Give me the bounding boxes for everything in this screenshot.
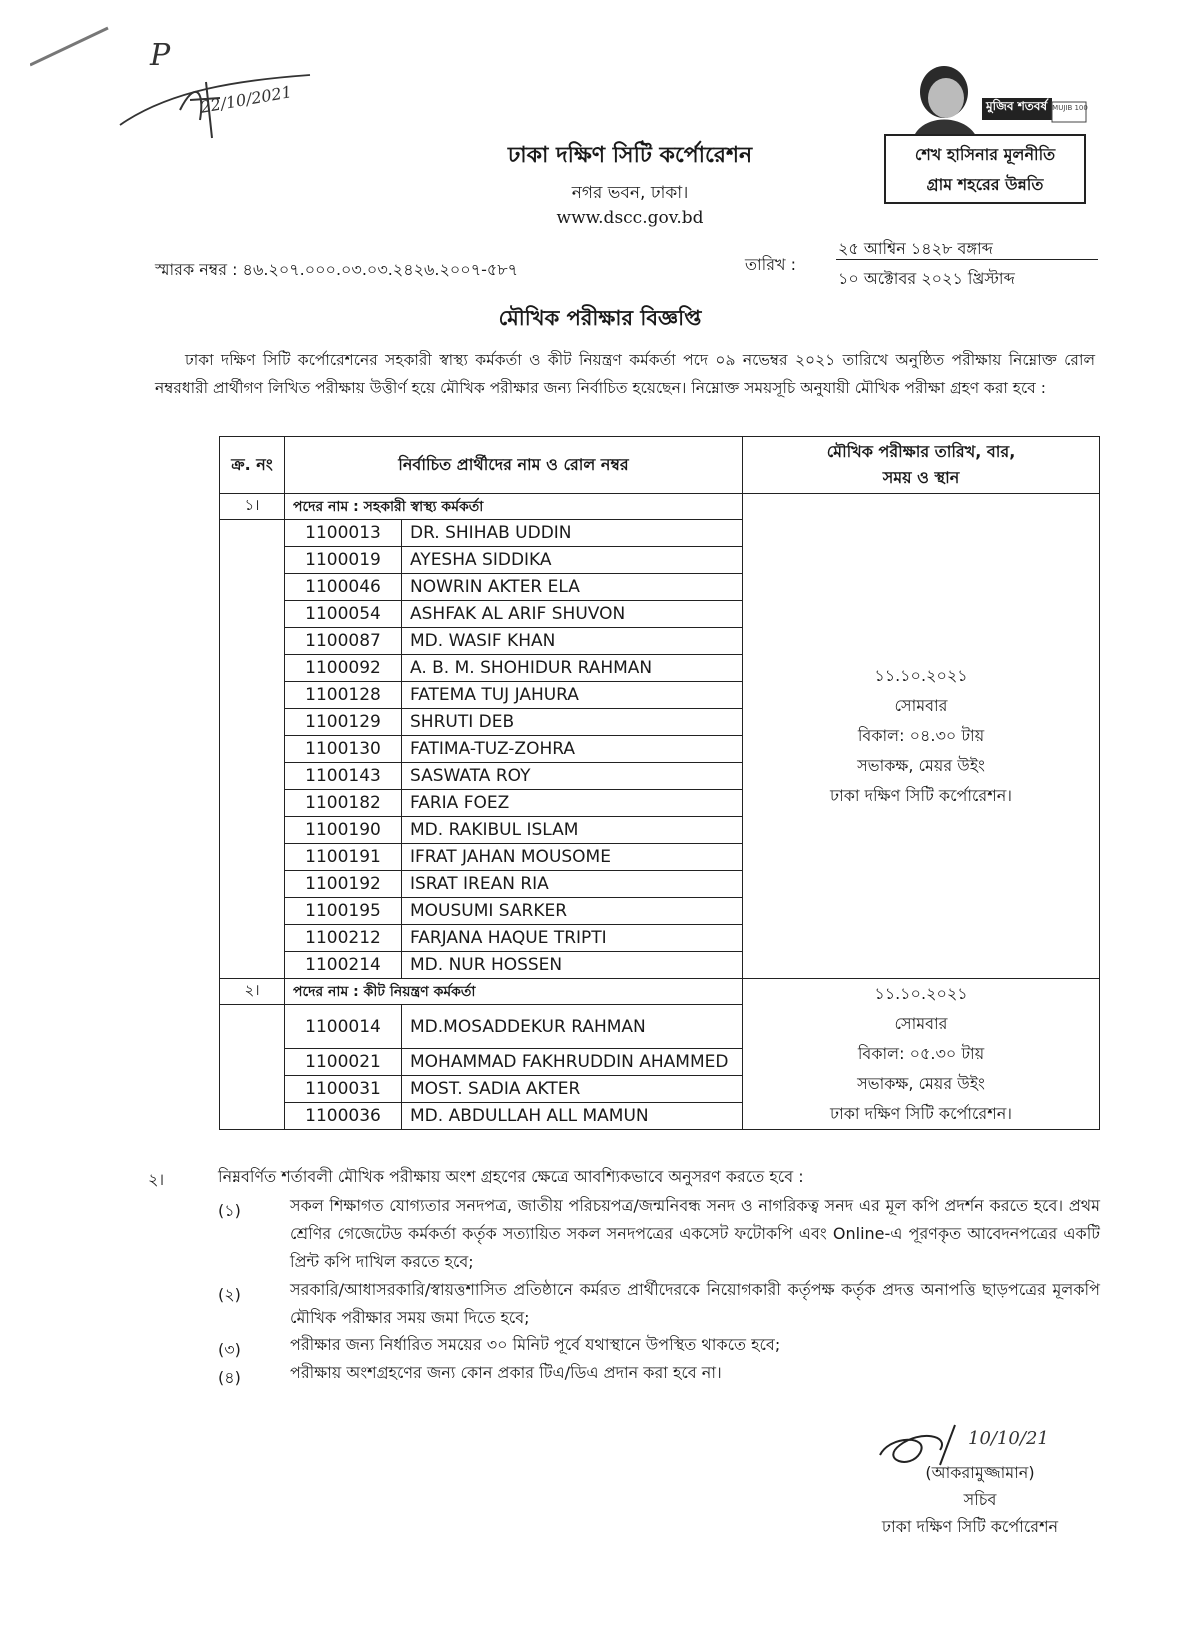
roll-number-cell: 1100128 xyxy=(285,682,402,709)
candidate-name-cell: MD.MOSADDEKUR RAHMAN xyxy=(402,1005,743,1049)
roll-number-cell: 1100195 xyxy=(285,898,402,925)
schedule-line: ১১.১০.২০২১ xyxy=(874,984,968,1003)
schedule-line: বিকাল: ০৪.৩০ টায় xyxy=(857,726,985,745)
roll-number-cell: 1100130 xyxy=(285,736,402,763)
serial-blank-cell xyxy=(220,520,285,979)
roll-number-cell: 1100019 xyxy=(285,547,402,574)
condition-text: পরীক্ষার জন্য নির্ধারিত সময়ের ৩০ মিনিট পূর্বে যথাস্থানে উপস্থিত থাকতে হবে; xyxy=(290,1335,781,1354)
candidate-name-cell: FATIMA-TUZ-ZOHRA xyxy=(402,736,743,763)
slogan-box xyxy=(884,134,1086,204)
candidate-name-cell: FATEMA TUJ JAHURA xyxy=(402,682,743,709)
roll-number-cell: 1100182 xyxy=(285,790,402,817)
header-schedule xyxy=(743,437,1100,494)
handwritten-initial: P xyxy=(150,38,171,73)
serial-blank-cell xyxy=(220,1005,285,1130)
serial-cell: ২। xyxy=(220,979,285,1005)
slogan-line-2: গ্রাম শহরের উন্নতি xyxy=(926,175,1044,194)
candidates-table xyxy=(219,436,1100,1130)
candidate-name-cell: IFRAT JAHAN MOUSOME xyxy=(402,844,743,871)
roll-number-cell: 1100054 xyxy=(285,601,402,628)
signatory-organization: ঢাকা দক্ষিণ সিটি কর্পোরেশন xyxy=(881,1517,1059,1536)
candidate-name-cell: FARIA FOEZ xyxy=(402,790,743,817)
logo-text: মুজিব শতবর্ষ xyxy=(986,99,1048,113)
condition-text: সরকারি/আধাসরকারি/স্বায়ত্তশাসিত প্রতিষ্ঠানে কর্মরত প্রার্থীদেরকে নিয়োগকারী কর্তৃপক্ষ কর্তৃক প্রদত্ত অনাপত্তি ছাড়পত্রের মূলকপি মৌখিক পরীক্ষার সময় জমা দিতে হবে; xyxy=(290,1280,1100,1327)
roll-number-cell: 1100214 xyxy=(285,952,402,979)
roll-number-cell: 1100013 xyxy=(285,520,402,547)
serial-cell: ১। xyxy=(220,494,285,520)
signatory-name: (আকরামুজ্জামান) xyxy=(925,1463,1035,1482)
conditions-number: ২। xyxy=(148,1170,165,1189)
candidate-name-cell: ISRAT IREAN RIA xyxy=(402,871,743,898)
mujib-logo-block xyxy=(884,58,1090,208)
schedule-line: ১১.১০.২০২১ xyxy=(874,666,968,685)
roll-number-cell: 1100014 xyxy=(285,1005,402,1049)
condition-text: পরীক্ষায় অংশগ্রহণের জন্য কোন প্রকার টিএ/ডিএ প্রদান করা হবে না। xyxy=(290,1363,722,1382)
schedule-line: সোমবার xyxy=(894,696,948,715)
roll-number-cell: 1100143 xyxy=(285,763,402,790)
intro-paragraph: ঢাকা দক্ষিণ সিটি কর্পোরেশনের সহকারী স্বাস্থ্য কর্মকর্তা ও কীট নিয়ন্ত্রণ কর্মকর্তা পদে ০৯ নভেম্বর ২০২১ তারিখে অনুষ্ঠিত পরীক্ষায় নিম্নোক্ত রোল নম্বরধারী প্রার্থীগণ লিখিত পরীক্ষায় উত্তীর্ণ হয়ে মৌখিক পরীক্ষার জন্য নির্বাচিত হয়েছেন। নিম্নোক্ত সময়সূচি অনুযায়ী মৌখিক পরীক্ষা গ্রহণ করা হবে : xyxy=(155,351,1095,397)
schedule-line: ঢাকা দক্ষিণ সিটি কর্পোরেশন। xyxy=(830,1104,1012,1123)
roll-number-cell: 1100046 xyxy=(285,574,402,601)
condition-number: (১) xyxy=(218,1201,241,1220)
table-header-row xyxy=(220,437,1100,494)
schedule-line: বিকাল: ০৫.৩০ টায় xyxy=(857,1044,985,1063)
portrait-logo xyxy=(884,58,1090,136)
post-row xyxy=(220,494,1100,520)
candidate-name-cell: MOHAMMAD FAKHRUDDIN AHAMMED xyxy=(402,1049,743,1076)
condition-number: (৪) xyxy=(218,1368,241,1387)
roll-number-cell: 1100129 xyxy=(285,709,402,736)
candidate-name-cell: MD. WASIF KHAN xyxy=(402,628,743,655)
candidate-name-cell: A. B. M. SHOHIDUR RAHMAN xyxy=(402,655,743,682)
condition-number: (২) xyxy=(218,1285,241,1304)
roll-number-cell: 1100190 xyxy=(285,817,402,844)
date-gregorian: ১০ অক্টোবর ২০২১ খ্রিস্টাব্দ xyxy=(838,269,1015,288)
candidate-name-cell: MOUSUMI SARKER xyxy=(402,898,743,925)
header-serial: ক্র. নং xyxy=(220,437,285,494)
organization-address: নগর ভবন, ঢাকা। xyxy=(571,183,689,203)
schedule-line: ঢাকা দক্ষিণ সিটি কর্পোরেশন। xyxy=(830,786,1012,805)
candidate-name-cell: MD. NUR HOSSEN xyxy=(402,952,743,979)
roll-number-cell: 1100036 xyxy=(285,1103,402,1130)
candidate-name-cell: MOST. SADIA AKTER xyxy=(402,1076,743,1103)
roll-number-cell: 1100192 xyxy=(285,871,402,898)
roll-number-cell: 1100212 xyxy=(285,925,402,952)
condition-number: (৩) xyxy=(218,1340,241,1359)
roll-number-cell: 1100092 xyxy=(285,655,402,682)
header-candidates: নির্বাচিত প্রার্থীদের নাম ও রোল নম্বর xyxy=(285,437,743,494)
logo-badge: MUJIB 100 xyxy=(1052,104,1088,112)
date-bangla: ২৫ আশ্বিন ১৪২৮ বঙ্গাব্দ xyxy=(838,239,993,258)
roll-number-cell: 1100031 xyxy=(285,1076,402,1103)
header-schedule-line-2: সময় ও স্থান xyxy=(882,468,960,487)
table-body xyxy=(220,494,1100,1130)
roll-number-cell: 1100087 xyxy=(285,628,402,655)
date-divider xyxy=(836,259,1098,260)
handwritten-date: 22/10/2021 xyxy=(199,82,294,117)
schedule-line: সভাকক্ষ, মেয়র উইং xyxy=(857,756,985,775)
roll-number-cell: 1100021 xyxy=(285,1049,402,1076)
candidate-name-cell: MD. ABDULLAH ALL MAMUN xyxy=(402,1103,743,1130)
candidate-name-cell: SASWATA ROY xyxy=(402,763,743,790)
roll-number-cell: 1100191 xyxy=(285,844,402,871)
post-name-cell: পদের নাম : সহকারী স্বাস্থ্য কর্মকর্তা xyxy=(285,494,743,520)
conditions-intro: নিম্নবর্ণিত শর্তাবলী মৌখিক পরীক্ষায় অংশ গ্রহণের ক্ষেত্রে আবশ্যিকভাবে অনুসরণ করতে হবে : xyxy=(218,1167,804,1186)
organization-website: www.dscc.gov.bd xyxy=(556,208,704,228)
schedule-cell xyxy=(743,494,1100,979)
schedule-line: সভাকক্ষ, মেয়র উইং xyxy=(857,1074,985,1093)
header-schedule-line-1: মৌখিক পরীক্ষার তারিখ, বার, xyxy=(826,442,1016,461)
signatory-role: সচিব xyxy=(963,1490,997,1509)
post-name-cell: পদের নাম : কীট নিয়ন্ত্রণ কর্মকর্তা xyxy=(285,979,743,1005)
signature-date: 10/10/21 xyxy=(968,1428,1049,1449)
notice-title: মৌখিক পরীক্ষার বিজ্ঞপ্তি xyxy=(498,306,702,330)
post-row xyxy=(220,979,1100,1005)
memo-number: স্মারক নম্বর : ৪৬.২০৭.০০০.০৩.০৩.২৪২৬.২০০৭-৫৮৭ xyxy=(155,260,519,279)
schedule-line: সোমবার xyxy=(894,1014,948,1033)
candidate-name-cell: ASHFAK AL ARIF SHUVON xyxy=(402,601,743,628)
candidate-name-cell: FARJANA HAQUE TRIPTI xyxy=(402,925,743,952)
schedule-cell xyxy=(743,979,1100,1130)
candidate-name-cell: MD. RAKIBUL ISLAM xyxy=(402,817,743,844)
candidate-name-cell: SHRUTI DEB xyxy=(402,709,743,736)
condition-text: সকল শিক্ষাগত যোগ্যতার সনদপত্র, জাতীয় পরিচয়পত্র/জন্মনিবন্ধ সনদ ও নাগরিকত্ব সনদ এর মূল কপি প্রদর্শন করতে হবে। প্রথম শ্রেণির গেজেটেড কর্মকর্তা কর্তৃক সত্যায়িত সকল সনদপত্রের একসেট ফটোকপি এবং Online-এ পূরণকৃত আবেদনপত্রের একটি প্রিন্ট কপি দাখিল করতে হবে; xyxy=(290,1196,1100,1271)
organization-name: ঢাকা দক্ষিণ সিটি কর্পোরেশন xyxy=(507,143,753,168)
candidate-name-cell: AYESHA SIDDIKA xyxy=(402,547,743,574)
candidate-name-cell: DR. SHIHAB UDDIN xyxy=(402,520,743,547)
candidate-name-cell: NOWRIN AKTER ELA xyxy=(402,574,743,601)
date-label: তারিখ : xyxy=(745,255,797,274)
slogan-line-1: শেখ হাসিনার মূলনীতি xyxy=(914,145,1056,164)
